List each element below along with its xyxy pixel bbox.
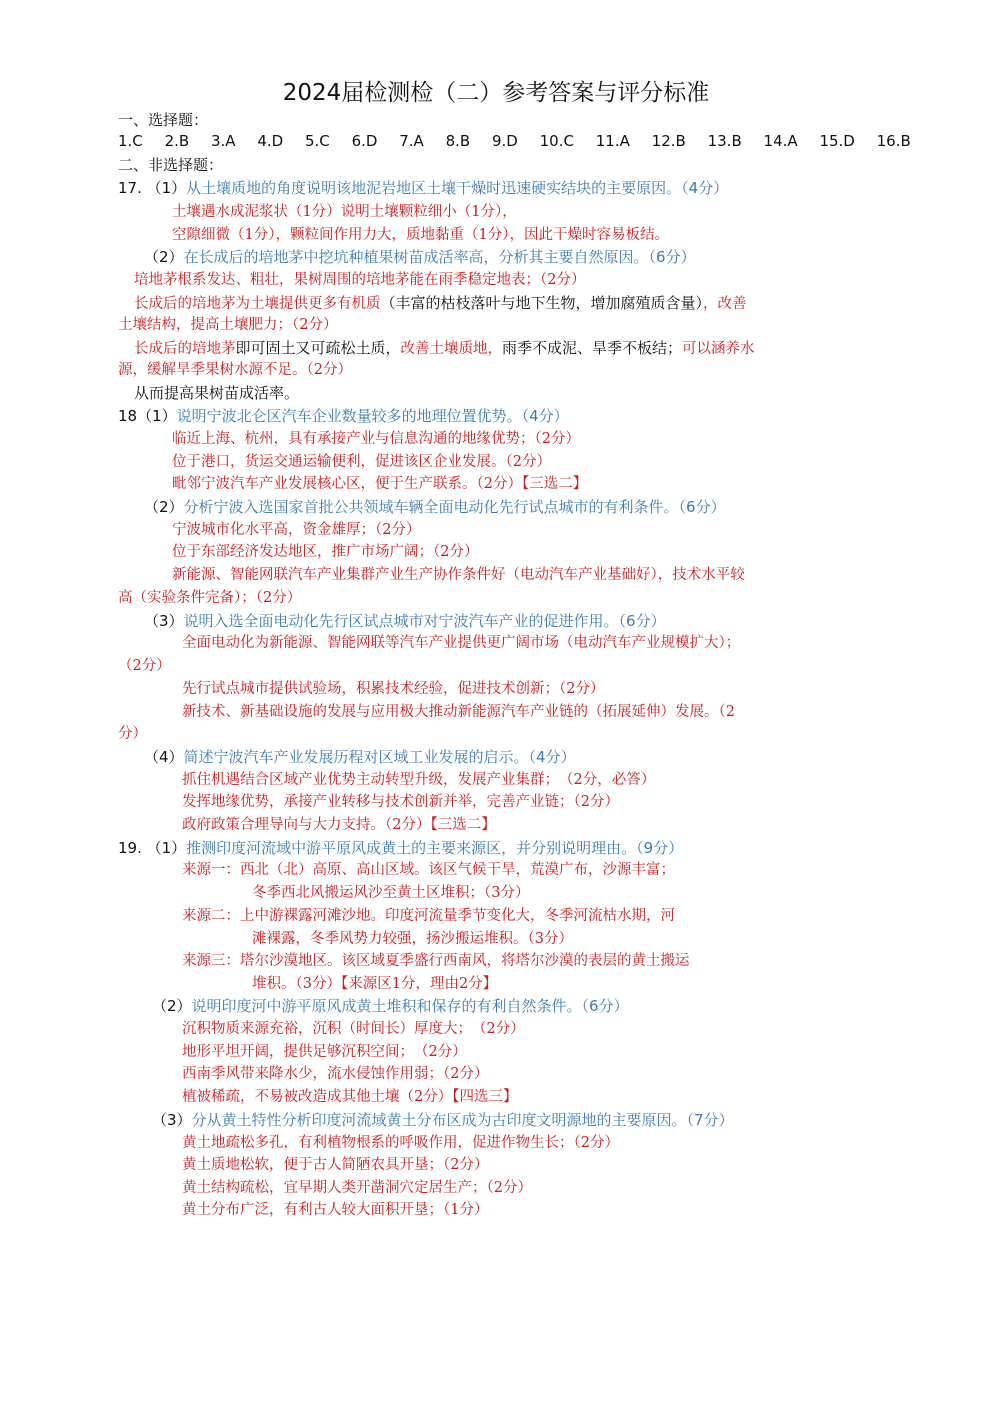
section-heading-nonchoice: 二、非选择题：	[118, 156, 224, 174]
answer-line: 宁波城市化水平高，资金雄厚；（2分）	[172, 522, 421, 538]
answer-text: 改善土壤质地，	[400, 341, 503, 357]
question-number: 19. （1）	[118, 839, 187, 857]
answer-line: 植被稀疏，不易被改造成其他土壤（2分）【四选三】	[182, 1089, 518, 1105]
question-18-part-4	[144, 747, 576, 767]
question-text: 说明宁波北仑区汽车企业数量较多的地理位置优势。（4分）	[176, 407, 569, 425]
choice-answer: 11.A	[595, 132, 630, 150]
choice-answer: 9.D	[491, 132, 518, 150]
choice-answer: 1.C	[118, 132, 143, 150]
answer-line: 滩裸露，冬季风势力较强，扬沙搬运堆积。（3分）	[252, 931, 573, 947]
answer-line: 毗邻宁波汽车产业发展核心区，便于生产联系。（2分）【三选二】	[172, 476, 588, 492]
question-text: 分析宁波入选国家首批公共领域车辆全面电动化先行试点城市的有利条件。（6分）	[183, 498, 726, 516]
answer-text: 可以涵养水	[682, 341, 755, 357]
answer-text: 长成后的培地茅为土壤提供更多有机质	[134, 296, 381, 312]
question-number: （3）	[152, 1111, 192, 1129]
answer-text: 长成后的培地茅	[134, 341, 236, 357]
answer-line: 全面电动化为新能源、智能网联等汽车产业提供更广阔市场（电动汽车产业规模扩大）；	[182, 635, 741, 651]
question-19-part-3	[152, 1110, 734, 1130]
question-number: （2）	[144, 248, 184, 266]
answer-line: 分）	[118, 726, 147, 742]
answer-line: 来源一：西北（北）高原、高山区域。该区气候干旱，荒漠广布，沙源丰富；	[182, 862, 675, 878]
answer-line: 冬季西北风搬运风沙至黄土区堆积；（3分）	[252, 885, 530, 901]
section-heading-choice: 一、选择题：	[118, 111, 209, 129]
question-text: 从土壤质地的角度说明该地泥岩地区土壤干燥时迅速硬实结块的主要原因。（4分）	[186, 179, 729, 197]
answer-text: 雨季不成泥、旱季不板结；	[502, 339, 683, 357]
answer-line: 新技术、新基础设施的发展与应用极大推动新能源汽车产业链的（拓展延伸）发展。（2	[182, 704, 735, 720]
choice-answers	[118, 132, 928, 150]
question-number: （4）	[144, 748, 184, 766]
answer-line: 抓住机遇结合区域产业优势主动转型升级，发展产业集群； （2分，必答）	[182, 772, 656, 788]
answer-line: 高（实验条件完备）；（2分）	[118, 590, 302, 606]
choice-answer: 4.D	[257, 132, 284, 150]
answer-line: 培地茅根系发达、粗壮，果树周围的培地茅能在雨季稳定地表；（2分）	[134, 272, 586, 288]
question-text: 推测印度河流域中游平原风成黄土的主要来源区，并分别说明理由。（9分）	[186, 839, 684, 857]
answer-line: 土壤遇水成泥浆状（1分）说明土壤颗粒细小（1分），	[172, 204, 517, 220]
answer-line: （2分）	[118, 658, 171, 674]
question-text: 说明印度河中游平原风成黄土堆积和保存的有利自然条件。（6分）	[191, 997, 629, 1015]
choice-answer: 16.B	[876, 132, 911, 150]
choice-answer: 8.B	[445, 132, 471, 150]
question-17-part-1	[118, 178, 728, 198]
answer-line: 地形平坦开阔，提供足够沉积空间； （2分）	[182, 1044, 467, 1060]
answer-line: 政府政策合理导向与大力支持。（2分）【三选二】	[182, 817, 496, 833]
choice-answer: 6.D	[351, 132, 378, 150]
answer-line: 来源二：上中游裸露河滩沙地。印度河流量季节变化大，冬季河流枯水期，河	[182, 908, 675, 924]
question-number: （2）	[152, 997, 192, 1015]
choice-answer: 7.A	[399, 132, 424, 150]
answer-line: 新能源、智能网联汽车产业集群产业生产协作条件好（电动汽车产业基础好），技术水平较	[172, 567, 745, 583]
question-18-part-1	[118, 406, 569, 426]
answer-line: 空隙细微（1分），颗粒间作用力大，质地黏重（1分），因此干燥时容易板结。	[172, 227, 669, 243]
question-text: 说明入选全面电动化先行区试点城市对宁波汽车产业的促进作用。（6分）	[183, 612, 666, 630]
answer-line: 黄土质地松软，便于古人简陋农具开垦；（2分）	[182, 1157, 489, 1173]
answer-line: 堆积。（3分）【来源区1分，理由2分】	[252, 976, 498, 992]
answer-line: 黄土结构疏松，宜早期人类开凿洞穴定居生产；（2分）	[182, 1180, 532, 1196]
answer-line: 位于东部经济发达地区，推广市场广阔；（2分）	[172, 544, 479, 560]
question-text: 分从黄土特性分析印度河流域黄土分布区成为古印度文明源地的主要原因。（7分）	[191, 1111, 734, 1129]
answer-line: 位于港口，货运交通运输便利，促进该区企业发展。（2分）	[172, 454, 551, 470]
answer-line: 西南季风带来降水少，流水侵蚀作用弱；（2分）	[182, 1066, 489, 1082]
choice-answer: 12.B	[651, 132, 686, 150]
question-19-part-1	[118, 838, 683, 858]
question-19-part-2	[152, 996, 629, 1016]
answer-line	[134, 293, 747, 314]
choice-answer: 2.B	[164, 132, 190, 150]
choice-answer: 5.C	[304, 132, 330, 150]
answer-line: 来源三：塔尔沙漠地区。该区域夏季盛行西南风，将塔尔沙漠的表层的黄土搬运	[182, 953, 690, 969]
choice-answer: 10.C	[539, 132, 574, 150]
answer-line: 源，缓解旱季果树水源不足。（2分）	[118, 362, 352, 378]
question-number: （3）	[144, 612, 184, 630]
question-text: 在长成后的培地茅中挖坑种植果树苗成活率高，分析其主要自然原因。（6分）	[183, 248, 696, 266]
choice-answer: 14.A	[763, 132, 798, 150]
answer-line: 黄土分布广泛，有利古人较大面积开垦；（1分）	[182, 1202, 489, 1218]
question-17-part-2	[144, 247, 696, 267]
question-18-part-2	[144, 497, 726, 517]
answer-line: 先行试点城市提供试验场，积累技术经验，促进技术创新；（2分）	[182, 681, 605, 697]
answer-text: ，改善	[703, 296, 747, 312]
answer-line: 土壤结构，提高土壤肥力；（2分）	[118, 317, 338, 333]
choice-answer: 15.D	[819, 132, 855, 150]
question-number: （2）	[144, 498, 184, 516]
answer-line: 沉积物质来源充裕，沉积（时间长）厚度大； （2分）	[182, 1021, 525, 1037]
question-number: 17. （1）	[118, 179, 187, 197]
answer-line: 发挥地缘优势，承接产业转移与技术创新并举，完善产业链；（2分）	[182, 794, 619, 810]
answer-line	[134, 338, 755, 359]
answer-text: 即可固土又可疏松土质，	[235, 339, 401, 357]
answer-line: 黄土地疏松多孔，有利植物根系的呼吸作用，促进作物生长；（2分）	[182, 1135, 619, 1151]
answer-line: 从而提高果树苗成活率。	[134, 384, 300, 402]
choice-answer: 3.A	[210, 132, 236, 150]
question-18-part-3	[144, 611, 666, 631]
choice-answer: 13.B	[707, 132, 742, 150]
page-title: 2024届检测检（二）参考答案与评分标准	[282, 80, 710, 106]
question-text: 简述宁波汽车产业发展历程对区域工业发展的启示。（4分）	[183, 748, 576, 766]
question-number: 18（1）	[118, 407, 177, 425]
answer-line: 临近上海、杭州，具有承接产业与信息沟通的地缘优势；（2分）	[172, 431, 580, 447]
answer-text: （丰富的枯枝落叶与地下生物，增加腐殖质含量）	[380, 294, 704, 312]
